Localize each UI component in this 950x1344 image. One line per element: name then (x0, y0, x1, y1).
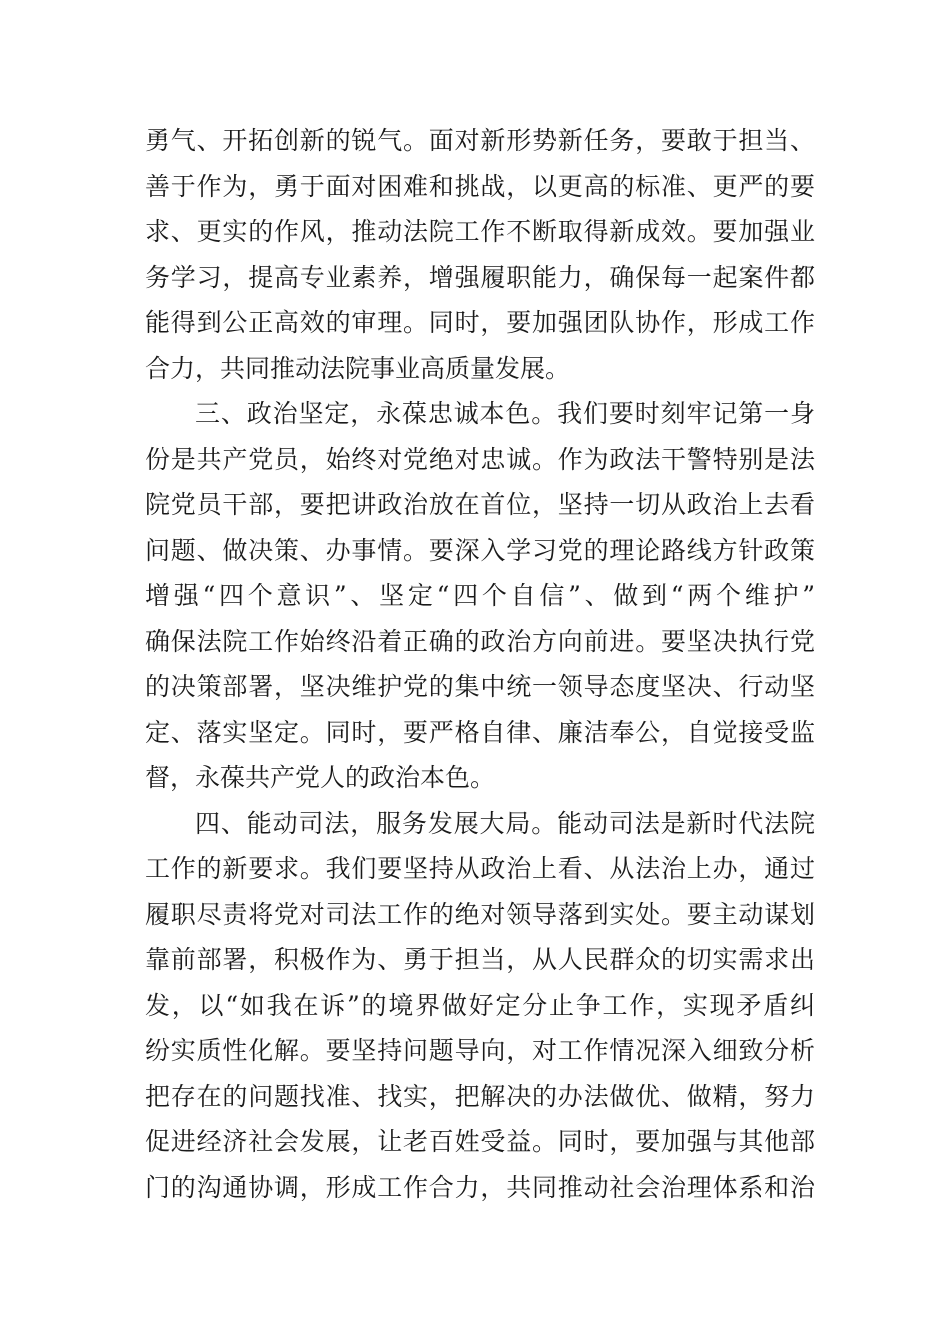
text-line: 务学习，提高专业素养，增强履职能力，确保每一起案件都 (145, 262, 815, 292)
text-line: 能得到公正高效的审理。同时，要加强团队协作，形成工作 (145, 308, 815, 337)
document-body (145, 118, 815, 1210)
text-line: 增强“四个意识”、坚定“四个自信”、做到“两个维护” (145, 581, 815, 610)
text-line: 勇气、开拓创新的锐气。面对新形势新任务，要敢于担当、 (145, 126, 815, 155)
section-heading-line: 三、政治坚定，永葆忠诚本色。我们要时刻牢记第一身 (195, 399, 815, 428)
text-line: 份是共产党员，始终对党绝对忠诚。作为政法干警特别是法 (145, 444, 815, 474)
text-line: 促进经济社会发展，让老百姓受益。同时，要加强与其他部 (145, 1127, 815, 1156)
text-line: 门的沟通协调，形成工作合力，共同推动社会治理体系和治 (145, 1172, 815, 1202)
text-line: 求、更实的作风，推动法院工作不断取得新成效。要加强业 (145, 217, 815, 246)
text-line: 问题、做决策、办事情。要深入学习党的理论路线方针政策 (145, 535, 815, 565)
text-line: 发，以“如我在诉”的境界做好定分止争工作，实现矛盾纠 (145, 990, 815, 1020)
text-line: 督，永葆共产党人的政治本色。 (145, 763, 496, 792)
text-line: 纷实质性化解。要坚持问题导向，对工作情况深入细致分析 (145, 1036, 815, 1065)
text-line: 的决策部署，坚决维护党的集中统一领导态度坚决、行动坚 (145, 672, 815, 701)
text-line: 履职尽责将党对司法工作的绝对领导落到实处。要主动谋划 (145, 899, 815, 929)
text-line: 靠前部署，积极作为、勇于担当，从人民群众的切实需求出 (145, 945, 815, 974)
text-line: 工作的新要求。我们要坚持从政治上看、从法治上办，通过 (145, 854, 815, 883)
section-heading-line: 四、能动司法，服务发展大局。能动司法是新时代法院 (195, 808, 815, 838)
text-line: 善于作为，勇于面对困难和挑战，以更高的标准、更严的要 (145, 171, 815, 201)
text-line: 合力，共同推动法院事业高质量发展。 (145, 353, 571, 383)
text-line: 把存在的问题找准、找实，把解决的办法做优、做精，努力 (145, 1081, 815, 1111)
text-line: 确保法院工作始终沿着正确的政治方向前进。要坚决执行党 (145, 626, 815, 656)
text-line: 定、落实坚定。同时，要严格自律、廉洁奉公，自觉接受监 (145, 717, 815, 747)
text-line: 院党员干部，要把讲政治放在首位，坚持一切从政治上去看 (145, 490, 815, 519)
